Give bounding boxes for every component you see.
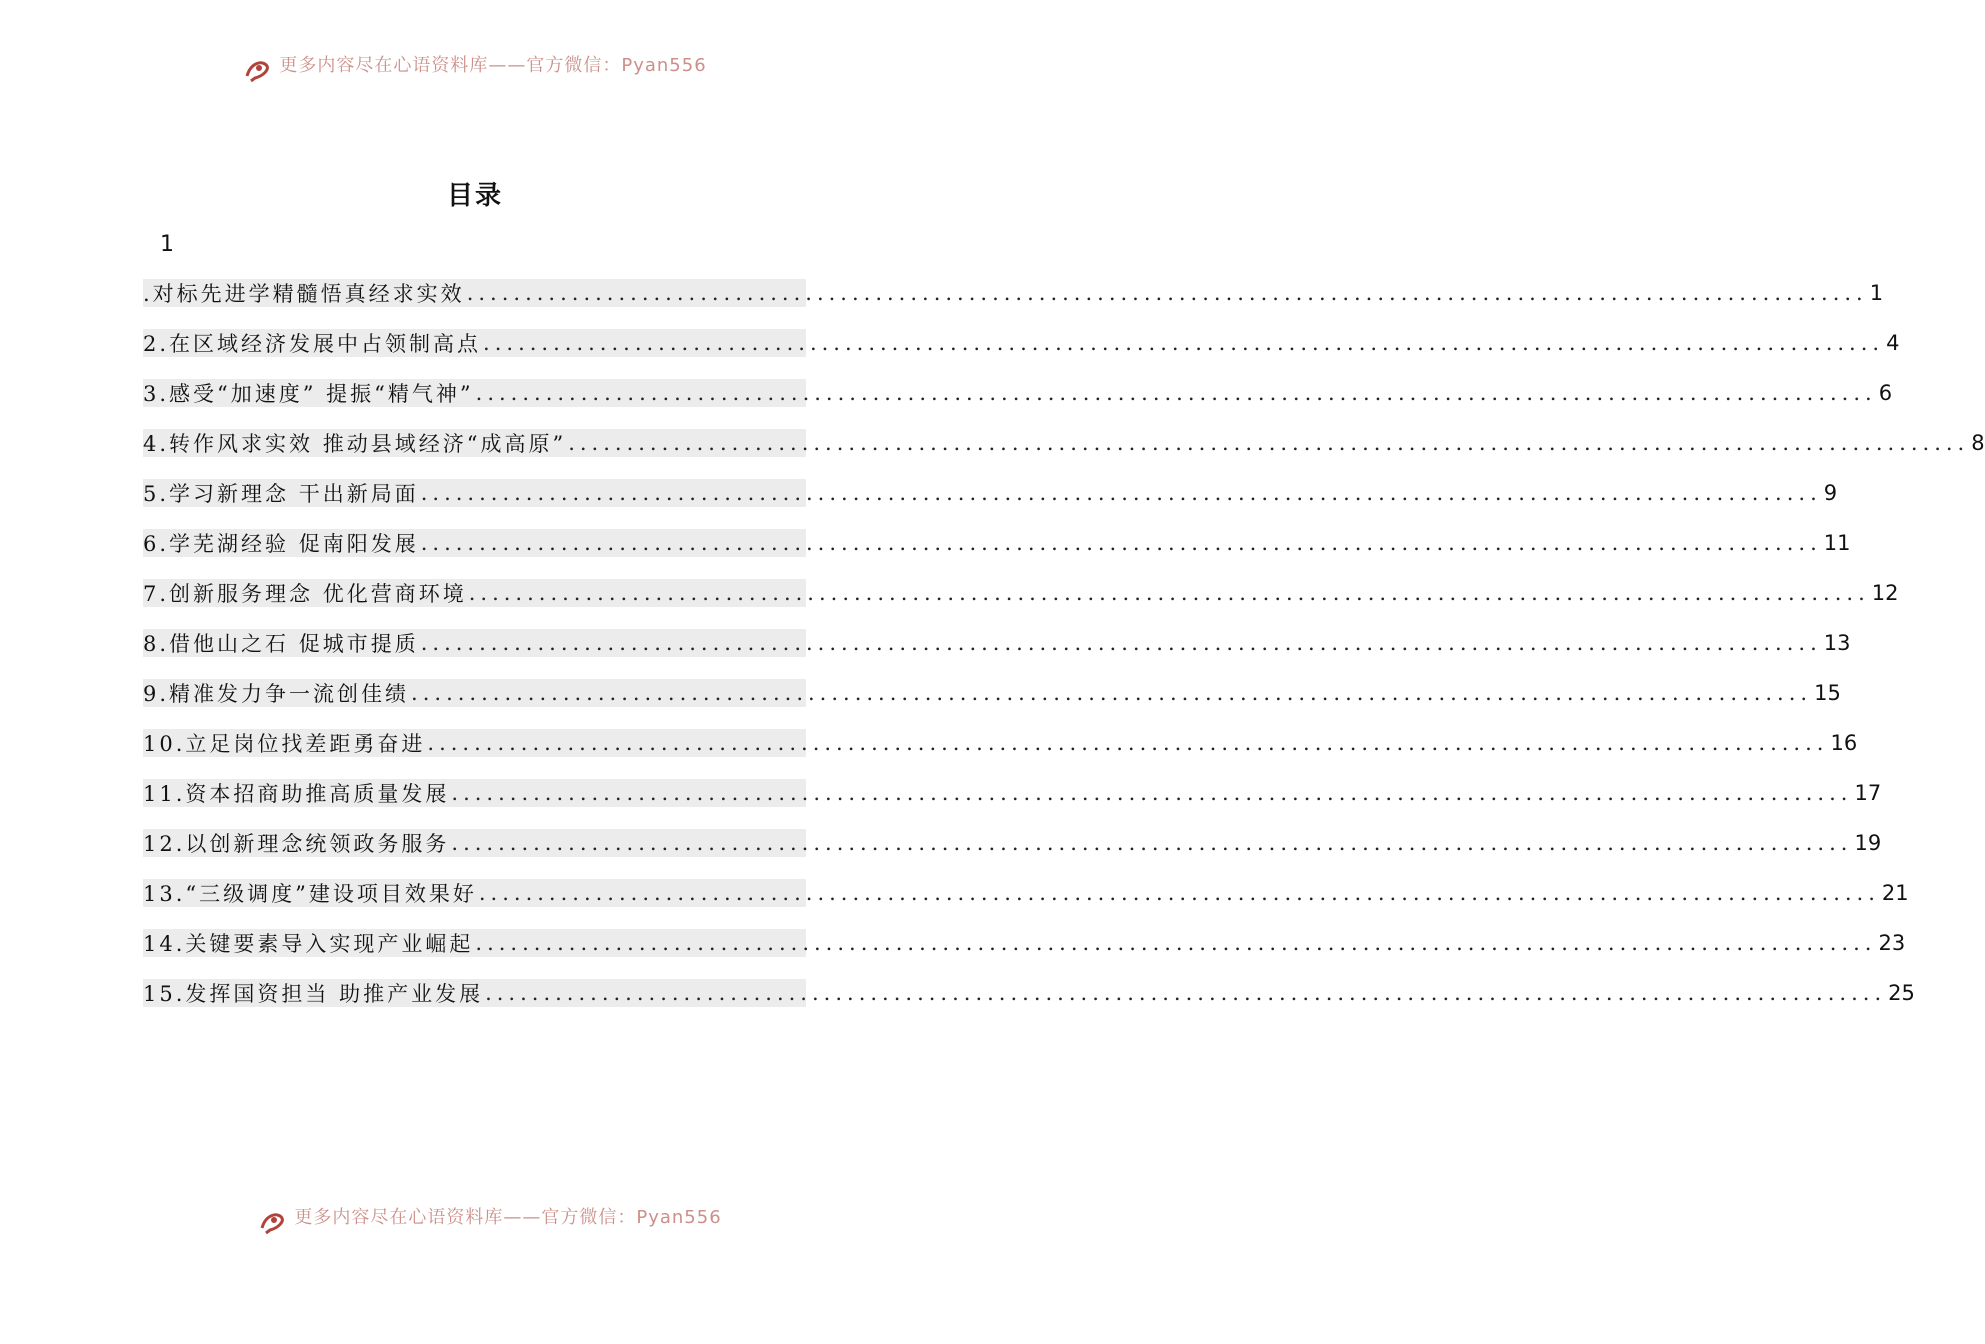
toc-dot-leader: ........................................................................................................................ xyxy=(451,781,1853,805)
watermark-text: 更多内容尽在心语资料库——官方微信：Pyan556 xyxy=(279,55,707,76)
toc-entry-page: 19 xyxy=(1854,831,1882,855)
toc-dot-leader: ........................................................................................................................ xyxy=(411,681,1813,705)
toc-dot-leader: ........................................................................................................................ xyxy=(468,581,1870,605)
toc-entry-page: 6 xyxy=(1878,381,1893,405)
toc-entry-page: 12 xyxy=(1871,581,1899,605)
toc-entry[interactable] xyxy=(143,979,1915,1007)
toc-entry[interactable] xyxy=(143,329,1900,357)
toc-entry-title: 13.“三级调度”建设项目效果好 xyxy=(143,882,477,906)
toc-dot-leader: ........................................................................................................................ xyxy=(475,931,1877,955)
toc-entry-title: 5.学习新理念 干出新局面 xyxy=(143,482,419,506)
logo-icon xyxy=(258,1210,286,1234)
toc-dot-leader: ........................................................................................................................ xyxy=(420,531,1822,555)
footer-watermark xyxy=(0,1207,950,1234)
toc-entry-title: 9.精准发力争一流创佳绩 xyxy=(143,682,410,706)
toc-entry-title: 6.学芜湖经验 促南阳发展 xyxy=(143,532,419,556)
table-of-contents xyxy=(143,279,1985,1029)
toc-entry-title: 7.创新服务理念 优化营商环境 xyxy=(143,582,467,606)
toc-entry-page: 11 xyxy=(1823,531,1851,555)
toc-entry[interactable] xyxy=(143,379,1893,407)
toc-entry[interactable] xyxy=(143,279,1884,307)
toc-entry-page: 16 xyxy=(1830,731,1858,755)
toc-entry-page: 25 xyxy=(1888,981,1915,1005)
toc-dot-leader: ........................................................................................................................ xyxy=(483,331,1885,355)
toc-entry-page: 9 xyxy=(1823,481,1838,505)
toc-dot-leader: ........................................................................................................................ xyxy=(485,981,1887,1005)
toc-entry[interactable] xyxy=(143,679,1841,707)
toc-entry-title: 2.在区域经济发展中占领制高点 xyxy=(143,332,482,356)
toc-dot-leader: ........................................................................................................................ xyxy=(475,381,1877,405)
toc-entry-title: 8.借他山之石 促城市提质 xyxy=(143,632,419,656)
leading-number: 1 xyxy=(160,232,174,257)
toc-entry[interactable] xyxy=(143,579,1899,607)
toc-dot-leader: ........................................................................................................................ xyxy=(420,481,1822,505)
toc-dot-leader: ........................................................................................................................ xyxy=(478,881,1880,905)
toc-entry-title: 11.资本招商助推高质量发展 xyxy=(143,782,450,806)
header-watermark xyxy=(0,55,950,82)
toc-entry-title: .对标先进学精髓悟真经求实效 xyxy=(143,282,465,306)
toc-entry-title: 15.发挥国资担当 助推产业发展 xyxy=(143,982,484,1006)
toc-dot-leader: ........................................................................................................................ xyxy=(451,831,1853,855)
toc-entry-page: 23 xyxy=(1878,931,1906,955)
toc-entry-page: 13 xyxy=(1823,631,1851,655)
toc-entry-title: 10.立足岗位找差距勇奋进 xyxy=(143,732,426,756)
toc-dot-leader: ........................................................................................................................ xyxy=(466,281,1868,305)
toc-entry-page: 4 xyxy=(1886,331,1900,355)
toc-entry-page: 1 xyxy=(1869,281,1884,305)
toc-dot-leader: ........................................................................................................................ xyxy=(568,431,1970,455)
toc-entry-title: 3.感受“加速度” 提振“精气神” xyxy=(143,382,474,406)
toc-entry[interactable] xyxy=(143,779,1882,807)
page-title: 目录 xyxy=(446,181,503,211)
toc-entry-title: 4.转作风求实效 推动县域经济“成高原” xyxy=(143,432,567,456)
toc-entry-title: 12.以创新理念统领政务服务 xyxy=(143,832,450,856)
toc-entry[interactable] xyxy=(143,879,1909,907)
toc-entry[interactable] xyxy=(143,929,1906,957)
toc-entry-page: 17 xyxy=(1854,781,1882,805)
toc-entry[interactable] xyxy=(143,529,1851,557)
toc-entry-page: 15 xyxy=(1814,681,1841,705)
toc-entry[interactable] xyxy=(143,829,1882,857)
toc-entry[interactable] xyxy=(143,479,1838,507)
toc-entry[interactable] xyxy=(143,429,1985,457)
toc-entry-page: 8 xyxy=(1971,431,1985,455)
toc-entry-title: 14.关键要素导入实现产业崛起 xyxy=(143,932,474,956)
watermark-text: 更多内容尽在心语资料库——官方微信：Pyan556 xyxy=(294,1207,722,1228)
logo-icon xyxy=(243,58,271,82)
toc-entry[interactable] xyxy=(143,629,1851,657)
toc-dot-leader: ........................................................................................................................ xyxy=(427,731,1829,755)
toc-entry-page: 21 xyxy=(1881,881,1909,905)
toc-dot-leader: ........................................................................................................................ xyxy=(420,631,1822,655)
toc-entry[interactable] xyxy=(143,729,1858,757)
